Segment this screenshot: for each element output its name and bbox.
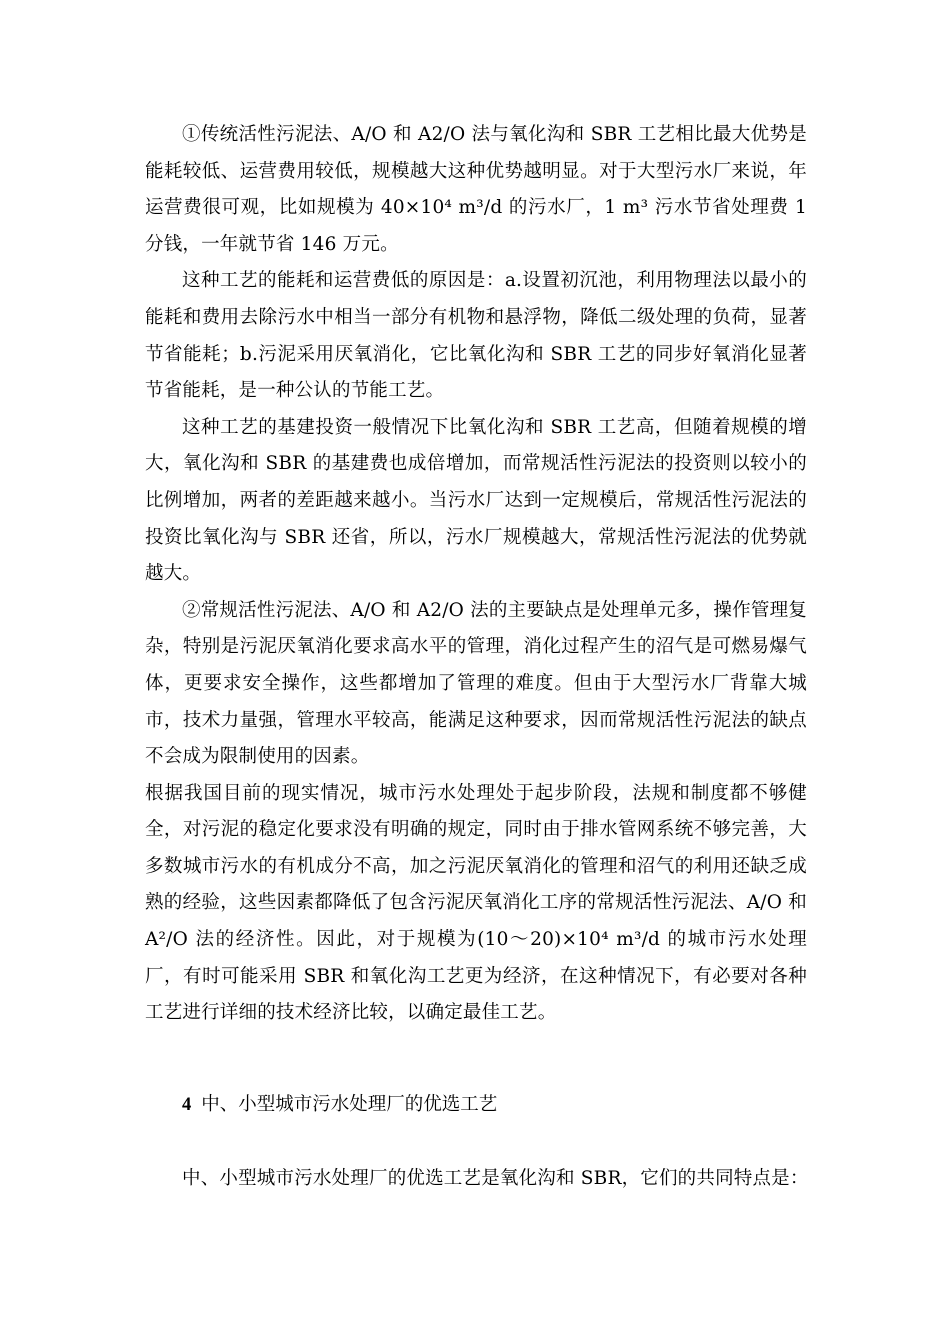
section-heading (182, 1087, 497, 1123)
paragraph-investment: 这种工艺的基建投资一般情况下比氧化沟和 SBR 工艺高，但随着规模的增大，氧化沟和 SBR 的基建费也成倍增加，而常规活性污泥法的投资则以较小的比例增加，两者的差距越来越小。当污水厂达到一定规模后，常规活性污泥法的投资比氧化沟与 SBR 还省，所以，污水厂规模越大，常规活性污泥法的优势就越大。 (145, 416, 807, 585)
paragraph-advantage: ①传统活性污泥法、A/O 和 A2/O 法与氧化沟和 SBR 工艺相比最大优势是能耗较低、运营费用较低，规模越大这种优势越明显。对于大型污水厂来说，年运营费很可观，比如规模为 40×10⁴ m³/d 的污水厂，1 m³ 污水节省处理费 1 分钱，一年就节省 146 万元。 (145, 124, 807, 255)
section-title: 中、小型城市污水处理厂的优选工艺 (201, 1094, 498, 1115)
section-number: 4 (182, 1095, 192, 1115)
body-text (145, 117, 807, 1032)
paragraph-china-situation: 根据我国目前的现实情况，城市污水处理处于起步阶段，法规和制度都不够健全，对污泥的稳定化要求没有明确的规定，同时由于排水管网系统不够完善，大多数城市污水的有机成分不高，加之污泥厌氧消化的管理和沼气的利用还缺乏成熟的经验，这些因素都降低了包含污泥厌氧消化工序的常规活性污泥法、A/O 和 A²/O 法的经济性。因此，对于规模为(10～20)×10⁴ m³/d 的城市污水处理厂，有时可能采用 SBR 和氧化沟工艺更为经济，在这种情况下，有必要对各种工艺进行详细的技术经济比较，以确定最佳工艺。 (145, 782, 807, 1024)
paragraph-small-plants: 中、小型城市污水处理厂的优选工艺是氧化沟和 SBR，它们的共同特点是： (182, 1168, 809, 1189)
paragraph-disadvantage: ②常规活性污泥法、A/O 和 A2/O 法的主要缺点是处理单元多，操作管理复杂，特别是污泥厌氧消化要求高水平的管理，消化过程产生的沼气是可燃易爆气体，更要求安全操作，这些都增加了管理的难度。但由于大型污水厂背靠大城市，技术力量强，管理水平较高，能满足这种要求，因而常规活性污泥法的缺点不会成为限制使用的因素。 (145, 599, 807, 768)
paragraph-energy-reasons: 这种工艺的能耗和运营费低的原因是：a.设置初沉池，利用物理法以最小的能耗和费用去除污水中相当一部分有机物和悬浮物，降低二级处理的负荷，显著节省能耗；b.污泥采用厌氧消化，它比氧化沟和 SBR 工艺的同步好氧消化显著节省能耗，是一种公认的节能工艺。 (145, 270, 807, 402)
